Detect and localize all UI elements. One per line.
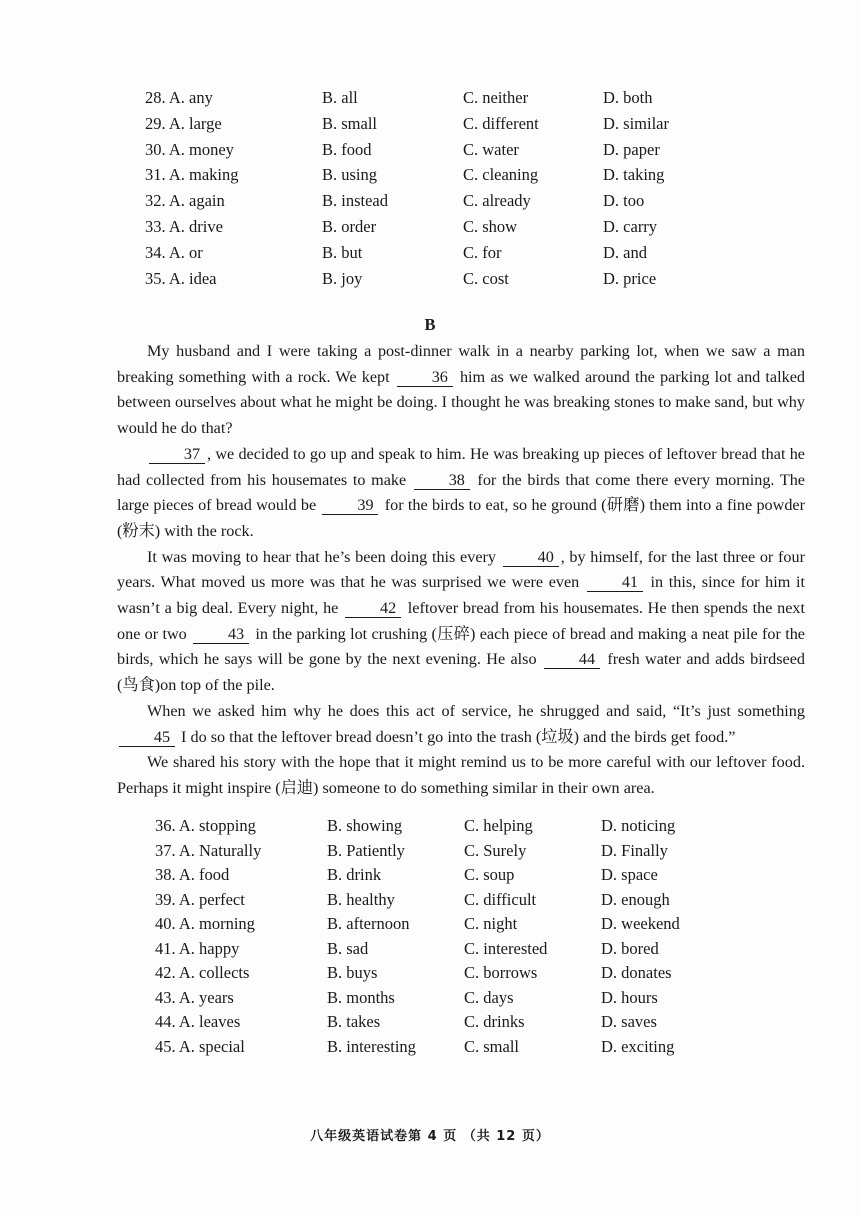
- option-b: B. Patiently: [327, 840, 405, 860]
- option-a: 34. A. or: [145, 242, 203, 262]
- blank-42: 42: [345, 599, 401, 618]
- option-row: [155, 912, 855, 937]
- option-a: 32. A. again: [145, 191, 225, 211]
- option-b: B. joy: [322, 268, 363, 288]
- option-d: D. price: [603, 268, 657, 288]
- option-c: C. show: [463, 216, 518, 236]
- section-heading: B: [424, 315, 436, 334]
- option-d: D. carry: [603, 216, 658, 236]
- option-d: D. similar: [603, 113, 669, 133]
- option-c: C. helping: [464, 816, 533, 835]
- option-row: [145, 266, 845, 292]
- blank-43: 43: [193, 625, 249, 644]
- page-footer: 八年级英语试卷第 4 页 （共 12 页）: [310, 1129, 550, 1144]
- option-d: D. both: [603, 88, 653, 107]
- reading-passage: [117, 339, 805, 802]
- passage-paragraph: When we asked him why he does this act of service, he shrugged and said, “It’s just something 45 I do so that the leftover bread doesn’t go into the trash (垃圾) and the birds get food.”: [117, 699, 805, 750]
- option-d: D. noticing: [601, 816, 676, 835]
- option-c: C. water: [463, 139, 519, 159]
- option-row: [155, 863, 855, 888]
- blank-39: 39: [322, 496, 378, 515]
- option-d: D. Finally: [601, 840, 668, 860]
- option-row: [145, 214, 845, 240]
- option-c: C. cleaning: [463, 165, 539, 185]
- option-d: D. saves: [601, 1012, 657, 1031]
- blank-45: 45: [119, 728, 175, 747]
- option-row: [155, 1035, 855, 1060]
- option-d: D. hours: [601, 987, 658, 1007]
- option-row: [145, 111, 845, 137]
- option-a: 44. A. leaves: [155, 1012, 241, 1031]
- option-b: B. buys: [327, 963, 378, 982]
- option-d: D. too: [603, 191, 645, 211]
- option-c: C. already: [463, 191, 531, 211]
- blank-41: 41: [587, 573, 643, 592]
- option-a: 38. A. food: [155, 865, 230, 884]
- option-d: D. space: [601, 865, 658, 884]
- option-b: B. instead: [322, 191, 388, 211]
- option-a: 43. A. years: [155, 987, 234, 1007]
- option-a: 42. A. collects: [155, 963, 250, 982]
- option-c: C. cost: [463, 268, 509, 288]
- option-row: [145, 188, 845, 214]
- option-c: C. Surely: [464, 840, 527, 860]
- option-a: 41. A. happy: [155, 938, 240, 958]
- option-c: C. night: [464, 914, 518, 933]
- option-b: B. interesting: [327, 1036, 416, 1056]
- option-c: C. difficult: [464, 889, 537, 909]
- option-b: B. months: [327, 987, 395, 1007]
- option-d: D. exciting: [601, 1036, 675, 1056]
- option-b: B. order: [322, 216, 377, 236]
- option-a: 33. A. drive: [145, 216, 223, 236]
- option-a: 30. A. money: [145, 139, 234, 159]
- option-d: D. donates: [601, 963, 672, 982]
- blank-37: 37: [149, 445, 205, 464]
- option-d: D. bored: [601, 938, 659, 958]
- option-a: 36. A. stopping: [155, 816, 256, 835]
- option-row: [145, 85, 845, 111]
- option-a: 35. A. idea: [145, 268, 217, 288]
- option-b: B. drink: [327, 865, 382, 884]
- blank-36: 36: [397, 368, 453, 387]
- passage-paragraph: 37 , we decided to go up and speak to him. He was breaking up pieces of leftover bread that he had collected from his housemates to make 38 for the birds that come there every morning. The large pieces of bread would be 39 for the birds to eat, so he ground (研磨) them into a fine powder (粉末) with the rock.: [117, 444, 805, 540]
- option-c: C. different: [463, 113, 539, 133]
- option-a: 39. A. perfect: [155, 889, 245, 909]
- option-row: [155, 839, 855, 864]
- option-a: 45. A. special: [155, 1036, 245, 1056]
- option-row: [145, 240, 845, 266]
- option-a: 31. A. making: [145, 165, 239, 185]
- option-c: C. for: [463, 242, 502, 262]
- option-c: C. drinks: [464, 1012, 525, 1031]
- option-b: B. takes: [327, 1012, 381, 1031]
- option-c: C. neither: [463, 88, 529, 107]
- option-row: [155, 1010, 855, 1035]
- option-d: D. taking: [603, 165, 665, 185]
- blank-40: 40: [503, 548, 559, 567]
- option-c: C. borrows: [464, 963, 538, 982]
- option-row: [155, 814, 855, 839]
- option-a: 29. A. large: [145, 113, 222, 133]
- option-b: B. using: [322, 165, 378, 185]
- options-block-a: [145, 85, 845, 291]
- options-block-b: [155, 814, 855, 1059]
- passage-paragraph: It was moving to hear that he’s been doing this every 40 , by himself, for the last three or four years. What moved us more was that he was surprised we were even 41 in this, since for him it wasn’t a big deal. Every night, he 42 leftover bread from his housemates. He then spends the next one or two 43 in the parking lot crushing (压碎) each piece of bread and making a neat pile for the birds, which he says will be gone by the next evening. He also 44 fresh water and adds birdseed (鸟食)on top of the pile.: [117, 547, 805, 695]
- passage-paragraph: My husband and I were taking a post-dinner walk in a nearby parking lot, when we saw a man breaking something with a rock. We kept 36 him as we walked around the parking lot and talked between ourselves about what he might be doing. I thought he was breaking stones to make sand, but why would he do that?: [117, 342, 805, 438]
- option-d: D. weekend: [601, 914, 680, 933]
- option-a: 28. A. any: [145, 88, 213, 107]
- blank-44: 44: [544, 650, 600, 669]
- option-row: [155, 937, 855, 962]
- option-b: B. but: [322, 242, 363, 262]
- option-c: C. days: [464, 987, 514, 1007]
- option-b: B. healthy: [327, 889, 395, 909]
- blank-38: 38: [414, 471, 470, 490]
- option-row: [155, 961, 855, 986]
- passage-paragraph: We shared his story with the hope that it might remind us to be more careful with our leftover food. Perhaps it might inspire (启迪) someone to do something similar in their own area.: [117, 753, 805, 797]
- option-c: C. soup: [464, 865, 515, 884]
- option-a: 40. A. morning: [155, 914, 255, 933]
- option-a: 37. A. Naturally: [155, 840, 262, 860]
- option-b: B. food: [322, 139, 372, 159]
- option-b: B. small: [322, 113, 378, 133]
- option-d: D. paper: [603, 139, 660, 159]
- option-c: C. interested: [464, 938, 548, 958]
- option-row: [145, 137, 845, 163]
- option-d: D. and: [603, 242, 647, 262]
- option-row: [155, 888, 855, 913]
- option-d: D. enough: [601, 889, 670, 909]
- option-b: B. sad: [327, 938, 369, 958]
- option-b: B. showing: [327, 816, 403, 835]
- option-c: C. small: [464, 1036, 520, 1056]
- option-row: [145, 162, 845, 188]
- option-b: B. all: [322, 88, 358, 107]
- option-row: [155, 986, 855, 1011]
- option-b: B. afternoon: [327, 914, 410, 933]
